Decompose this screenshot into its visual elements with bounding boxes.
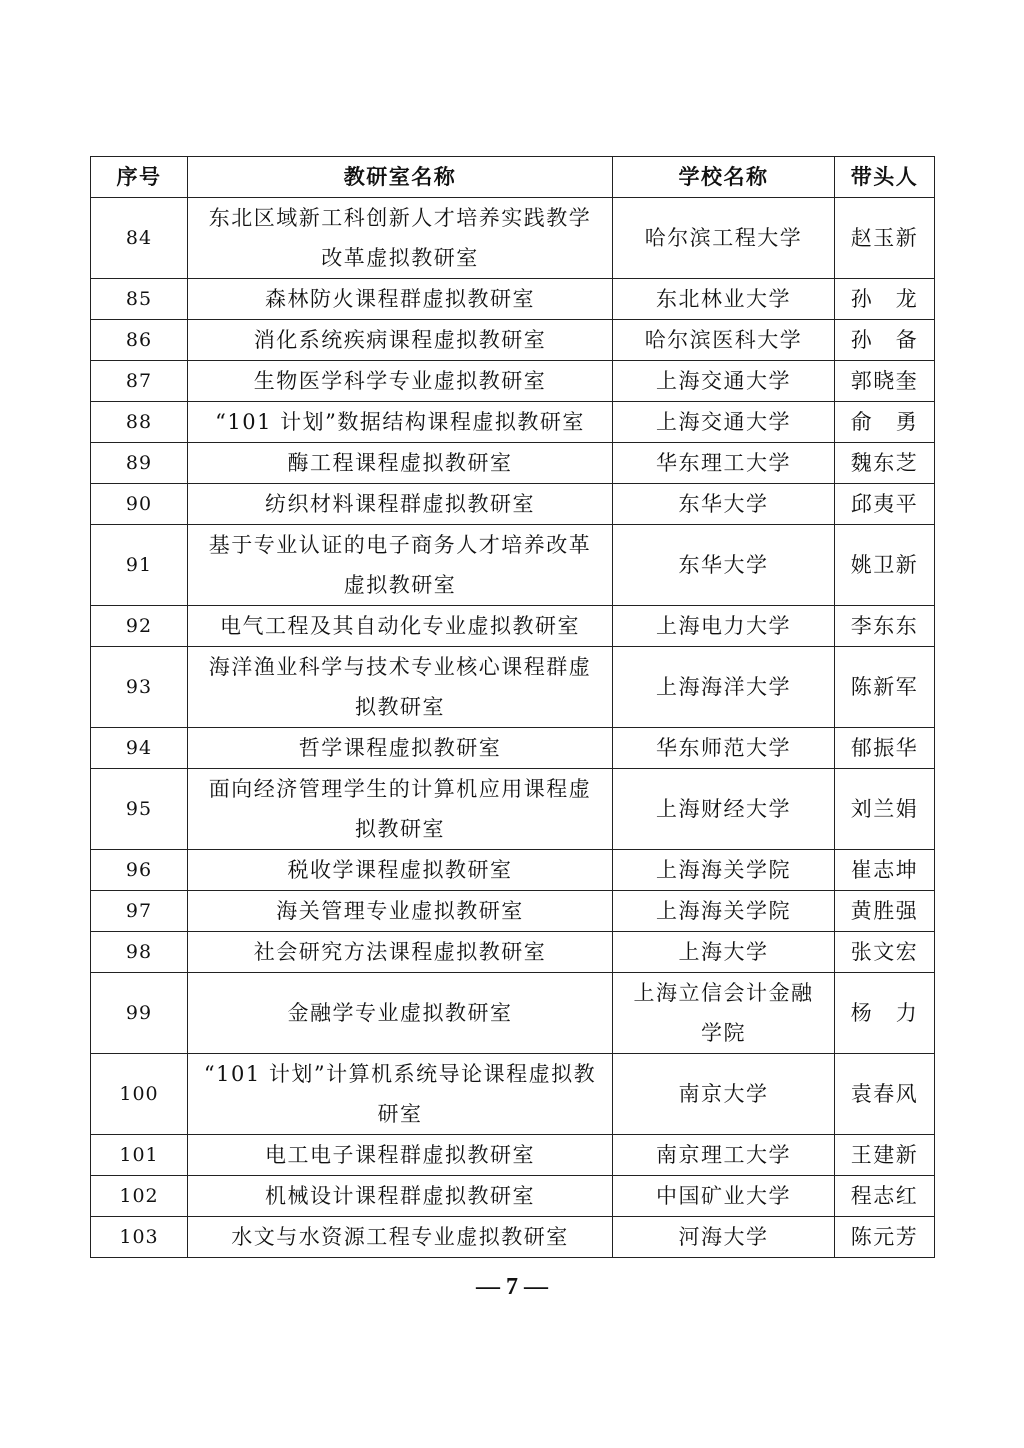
leader-name: 孙 备 bbox=[835, 320, 935, 361]
lab-name: 金融学专业虚拟教研室 bbox=[188, 973, 613, 1054]
lab-name: 面向经济管理学生的计算机应用课程虚拟教研室 bbox=[188, 769, 613, 850]
row-index: 92 bbox=[91, 606, 188, 647]
lab-name: 东北区域新工科创新人才培养实践教学改革虚拟教研室 bbox=[188, 198, 613, 279]
lab-name: 消化系统疾病课程虚拟教研室 bbox=[188, 320, 613, 361]
lab-name: 社会研究方法课程虚拟教研室 bbox=[188, 932, 613, 973]
school-name: 上海财经大学 bbox=[613, 769, 835, 850]
leader-name: 郁振华 bbox=[835, 728, 935, 769]
school-name: 哈尔滨工程大学 bbox=[613, 198, 835, 279]
row-index: 88 bbox=[91, 402, 188, 443]
lab-name: 电工电子课程群虚拟教研室 bbox=[188, 1135, 613, 1176]
row-index: 93 bbox=[91, 647, 188, 728]
leader-name: 程志红 bbox=[835, 1176, 935, 1217]
table-row bbox=[91, 361, 935, 402]
row-index: 86 bbox=[91, 320, 188, 361]
leader-name: 魏东芝 bbox=[835, 443, 935, 484]
school-name: 河海大学 bbox=[613, 1217, 835, 1258]
table-row bbox=[91, 484, 935, 525]
school-name: 上海电力大学 bbox=[613, 606, 835, 647]
leader-name: 黄胜强 bbox=[835, 891, 935, 932]
row-index: 94 bbox=[91, 728, 188, 769]
page-number: — 7 — bbox=[476, 1274, 548, 1300]
school-name: 东华大学 bbox=[613, 525, 835, 606]
school-name: 上海交通大学 bbox=[613, 402, 835, 443]
school-name: 南京大学 bbox=[613, 1054, 835, 1135]
row-index: 100 bbox=[91, 1054, 188, 1135]
table-row bbox=[91, 850, 935, 891]
leader-name: 赵玉新 bbox=[835, 198, 935, 279]
lab-name: 机械设计课程群虚拟教研室 bbox=[188, 1176, 613, 1217]
table-body bbox=[91, 198, 935, 1258]
row-index: 97 bbox=[91, 891, 188, 932]
table-row bbox=[91, 1135, 935, 1176]
lab-name: 水文与水资源工程专业虚拟教研室 bbox=[188, 1217, 613, 1258]
leader-name: 王建新 bbox=[835, 1135, 935, 1176]
lab-name: “101 计划”数据结构课程虚拟教研室 bbox=[188, 402, 613, 443]
school-name: 东华大学 bbox=[613, 484, 835, 525]
table-row bbox=[91, 402, 935, 443]
table-row bbox=[91, 728, 935, 769]
table-row bbox=[91, 769, 935, 850]
table-row bbox=[91, 973, 935, 1054]
lab-name: 森林防火课程群虚拟教研室 bbox=[188, 279, 613, 320]
lab-name: 哲学课程虚拟教研室 bbox=[188, 728, 613, 769]
lab-name: 税收学课程虚拟教研室 bbox=[188, 850, 613, 891]
row-index: 103 bbox=[91, 1217, 188, 1258]
leader-name: 陈新军 bbox=[835, 647, 935, 728]
leader-name: 孙 龙 bbox=[835, 279, 935, 320]
lab-list-table bbox=[90, 156, 935, 1258]
lab-name: 海洋渔业科学与技术专业核心课程群虚拟教研室 bbox=[188, 647, 613, 728]
school-name: 上海交通大学 bbox=[613, 361, 835, 402]
leader-name: 崔志坤 bbox=[835, 850, 935, 891]
row-index: 85 bbox=[91, 279, 188, 320]
lab-name: 电气工程及其自动化专业虚拟教研室 bbox=[188, 606, 613, 647]
header-leader: 带头人 bbox=[835, 157, 935, 198]
row-index: 84 bbox=[91, 198, 188, 279]
table-row bbox=[91, 279, 935, 320]
school-name: 中国矿业大学 bbox=[613, 1176, 835, 1217]
table-row bbox=[91, 606, 935, 647]
leader-name: 邱夷平 bbox=[835, 484, 935, 525]
row-index: 102 bbox=[91, 1176, 188, 1217]
leader-name: 刘兰娟 bbox=[835, 769, 935, 850]
header-school-name: 学校名称 bbox=[613, 157, 835, 198]
table-row bbox=[91, 1176, 935, 1217]
table-row bbox=[91, 932, 935, 973]
table-row bbox=[91, 198, 935, 279]
row-index: 90 bbox=[91, 484, 188, 525]
leader-name: 姚卫新 bbox=[835, 525, 935, 606]
lab-name: “101 计划”计算机系统导论课程虚拟教研室 bbox=[188, 1054, 613, 1135]
lab-name: 纺织材料课程群虚拟教研室 bbox=[188, 484, 613, 525]
leader-name: 袁春风 bbox=[835, 1054, 935, 1135]
table-header-row bbox=[91, 157, 935, 198]
leader-name: 郭晓奎 bbox=[835, 361, 935, 402]
school-name: 东北林业大学 bbox=[613, 279, 835, 320]
table-row bbox=[91, 320, 935, 361]
school-name: 上海立信会计金融学院 bbox=[613, 973, 835, 1054]
school-name: 华东理工大学 bbox=[613, 443, 835, 484]
table-row bbox=[91, 443, 935, 484]
school-name: 华东师范大学 bbox=[613, 728, 835, 769]
school-name: 上海大学 bbox=[613, 932, 835, 973]
header-lab-name: 教研室名称 bbox=[188, 157, 613, 198]
row-index: 87 bbox=[91, 361, 188, 402]
lab-name: 酶工程课程虚拟教研室 bbox=[188, 443, 613, 484]
lab-name: 海关管理专业虚拟教研室 bbox=[188, 891, 613, 932]
leader-name: 李东东 bbox=[835, 606, 935, 647]
school-name: 上海海关学院 bbox=[613, 891, 835, 932]
row-index: 99 bbox=[91, 973, 188, 1054]
table-row bbox=[91, 891, 935, 932]
leader-name: 张文宏 bbox=[835, 932, 935, 973]
table-row bbox=[91, 1054, 935, 1135]
school-name: 哈尔滨医科大学 bbox=[613, 320, 835, 361]
leader-name: 陈元芳 bbox=[835, 1217, 935, 1258]
school-name: 上海海关学院 bbox=[613, 850, 835, 891]
school-name: 南京理工大学 bbox=[613, 1135, 835, 1176]
table-row bbox=[91, 525, 935, 606]
lab-name: 基于专业认证的电子商务人才培养改革虚拟教研室 bbox=[188, 525, 613, 606]
school-name: 上海海洋大学 bbox=[613, 647, 835, 728]
row-index: 91 bbox=[91, 525, 188, 606]
row-index: 95 bbox=[91, 769, 188, 850]
lab-name: 生物医学科学专业虚拟教研室 bbox=[188, 361, 613, 402]
leader-name: 杨 力 bbox=[835, 973, 935, 1054]
row-index: 98 bbox=[91, 932, 188, 973]
row-index: 96 bbox=[91, 850, 188, 891]
row-index: 89 bbox=[91, 443, 188, 484]
table-row bbox=[91, 647, 935, 728]
table-row bbox=[91, 1217, 935, 1258]
row-index: 101 bbox=[91, 1135, 188, 1176]
leader-name: 俞 勇 bbox=[835, 402, 935, 443]
header-index: 序号 bbox=[91, 157, 188, 198]
